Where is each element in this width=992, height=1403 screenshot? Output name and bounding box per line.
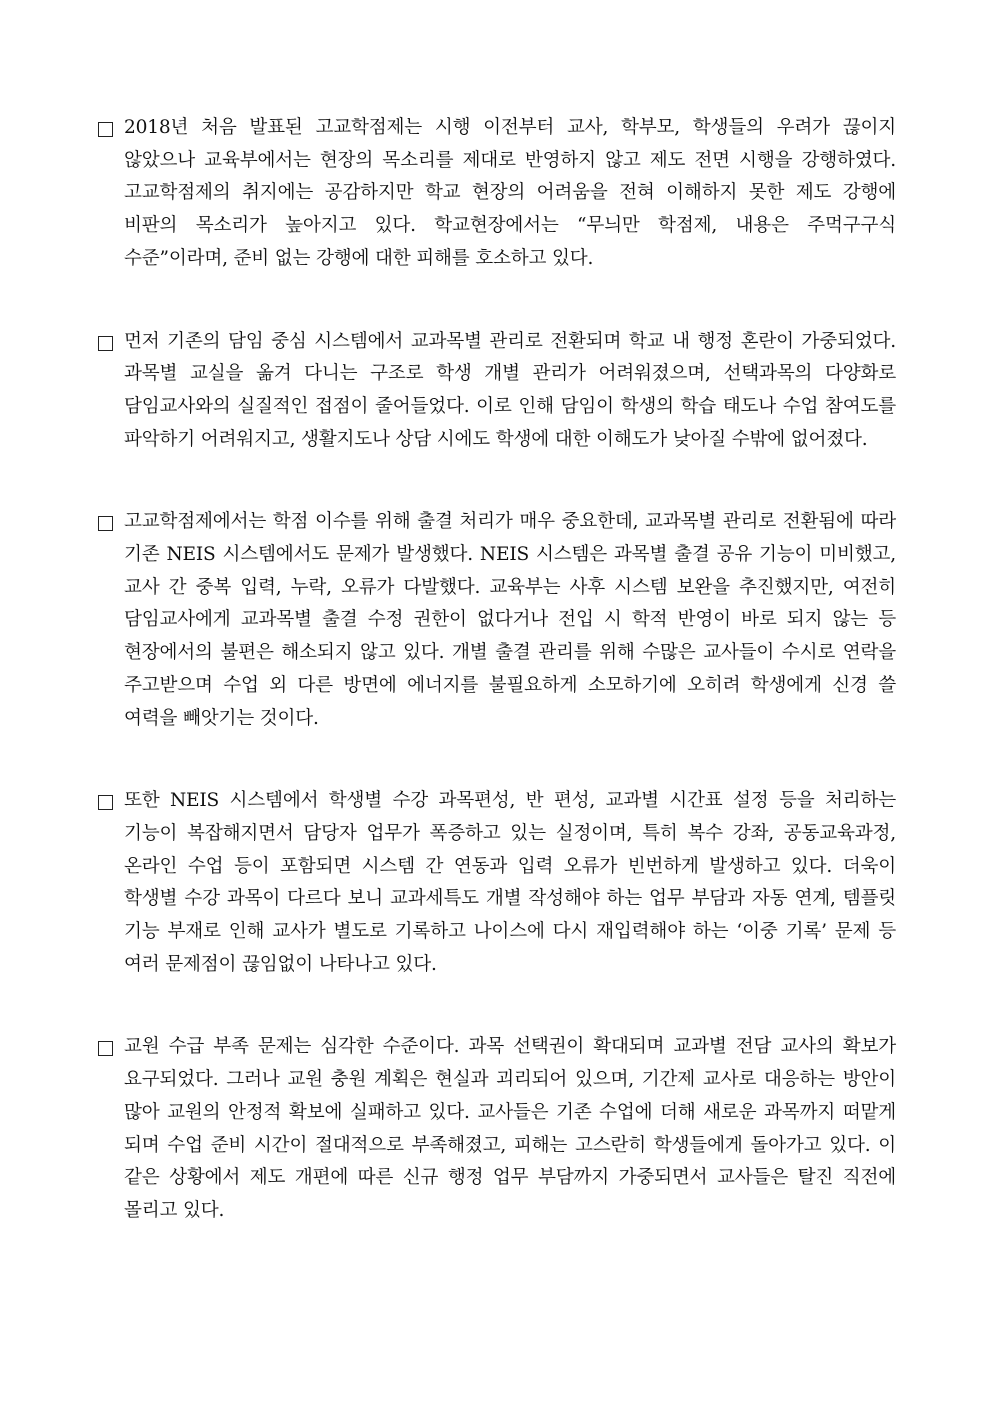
document-body — [96, 112, 896, 1278]
paragraph-5 — [96, 1031, 896, 1227]
paragraph-3 — [96, 506, 896, 735]
paragraph-text: 고교학점제에서는 학점 이수를 위해 출결 처리가 매우 중요한데, 교과목별 관리로 전환됨에 따라 기존 NEIS 시스템에서도 문제가 발생했다. NEIS 시스템은 과목별 출결 공유 기능이 미비했고, 교사 간 중복 입력, 누락, 오류가 다발했다. 교육부는 사후 시스템 보완을 추진했지만, 여전히 담임교사에게 교과목별 출결 수정 권한이 없다거나 전입 시 학적 반영이 바로 되지 않는 등 현장에서의 불편은 해소되지 않고 있다. 개별 출결 관리를 위해 수많은 교사들이 수시로 연락을 주고받으며 수업 외 다른 방면에 에너지를 불필요하게 소모하기에 오히려 학생에게 신경 쓸 여력을 빼앗기는 것이다. — [124, 511, 896, 729]
paragraph-text: 먼저 기존의 담임 중심 시스템에서 교과목별 관리로 전환되며 학교 내 행정 혼란이 가중되었다. 과목별 교실을 옮겨 다니는 구조로 학생 개별 관리가 어려워졌으며, 선택과목의 다양화로 담임교사와의 실질적인 접점이 줄어들었다. 이로 인해 담임이 학생의 학습 태도나 수업 참여도를 파악하기 어려워지고, 생활지도나 상담 시에도 학생에 대한 이해도가 낮아질 수밖에 없어졌다. — [124, 330, 896, 450]
paragraph-text: 2018년 처음 발표된 고교학점제는 시행 이전부터 교사, 학부모, 학생들의 우려가 끊이지 않았으나 교육부에서는 현장의 목소리를 제대로 반영하지 않고 제도 전면 시행을 강행하였다. 고교학점제의 취지에는 공감하지만 학교 현장의 어려움을 전혀 이해하지 못한 제도 강행에 비판의 목소리가 높아지고 있다. 학교현장에서는 “무늬만 학점제, 내용은 주먹구구식 수준”이라며, 준비 없는 강행에 대한 피해를 호소하고 있다. — [124, 117, 896, 269]
paragraph-text: 교원 수급 부족 문제는 심각한 수준이다. 과목 선택권이 확대되며 교과별 전담 교사의 확보가 요구되었다. 그러나 교원 충원 계획은 현실과 괴리되어 있으며, 기간제 교사로 대응하는 방안이 많아 교원의 안정적 확보에 실패하고 있다. 교사들은 기존 수업에 더해 새로운 과목까지 떠맡게 되며 수업 준비 시간이 절대적으로 부족해졌고, 피해는 고스란히 학생들에게 돌아가고 있다. 이 같은 상황에서 제도 개편에 따른 신규 행정 업무 부담까지 가중되면서 교사들은 탈진 직전에 몰리고 있다. — [124, 1036, 896, 1221]
checkbox-bullet-icon — [98, 795, 113, 810]
paragraph-2 — [96, 326, 896, 457]
paragraph-1 — [96, 112, 896, 276]
checkbox-bullet-icon — [98, 1041, 113, 1056]
checkbox-bullet-icon — [98, 336, 113, 351]
paragraph-text: 또한 NEIS 시스템에서 학생별 수강 과목편성, 반 편성, 교과별 시간표 설정 등을 처리하는 기능이 복잡해지면서 담당자 업무가 폭증하고 있는 실정이며, 특히 복수 강좌, 공동교육과정, 온라인 수업 등이 포함되면 시스템 간 연동과 입력 오류가 빈번하게 발생하고 있다. 더욱이 학생별 수강 과목이 다르다 보니 교과세특도 개별 작성해야 하는 업무 부담과 자동 연계, 템플릿 기능 부재로 인해 교사가 별도로 기록하고 나이스에 다시 재입력해야 하는 ‘이중 기록’ 문제 등 여러 문제점이 끊임없이 나타나고 있다. — [124, 790, 896, 975]
paragraph-4 — [96, 785, 896, 981]
checkbox-bullet-icon — [98, 516, 113, 531]
checkbox-bullet-icon — [98, 122, 113, 137]
